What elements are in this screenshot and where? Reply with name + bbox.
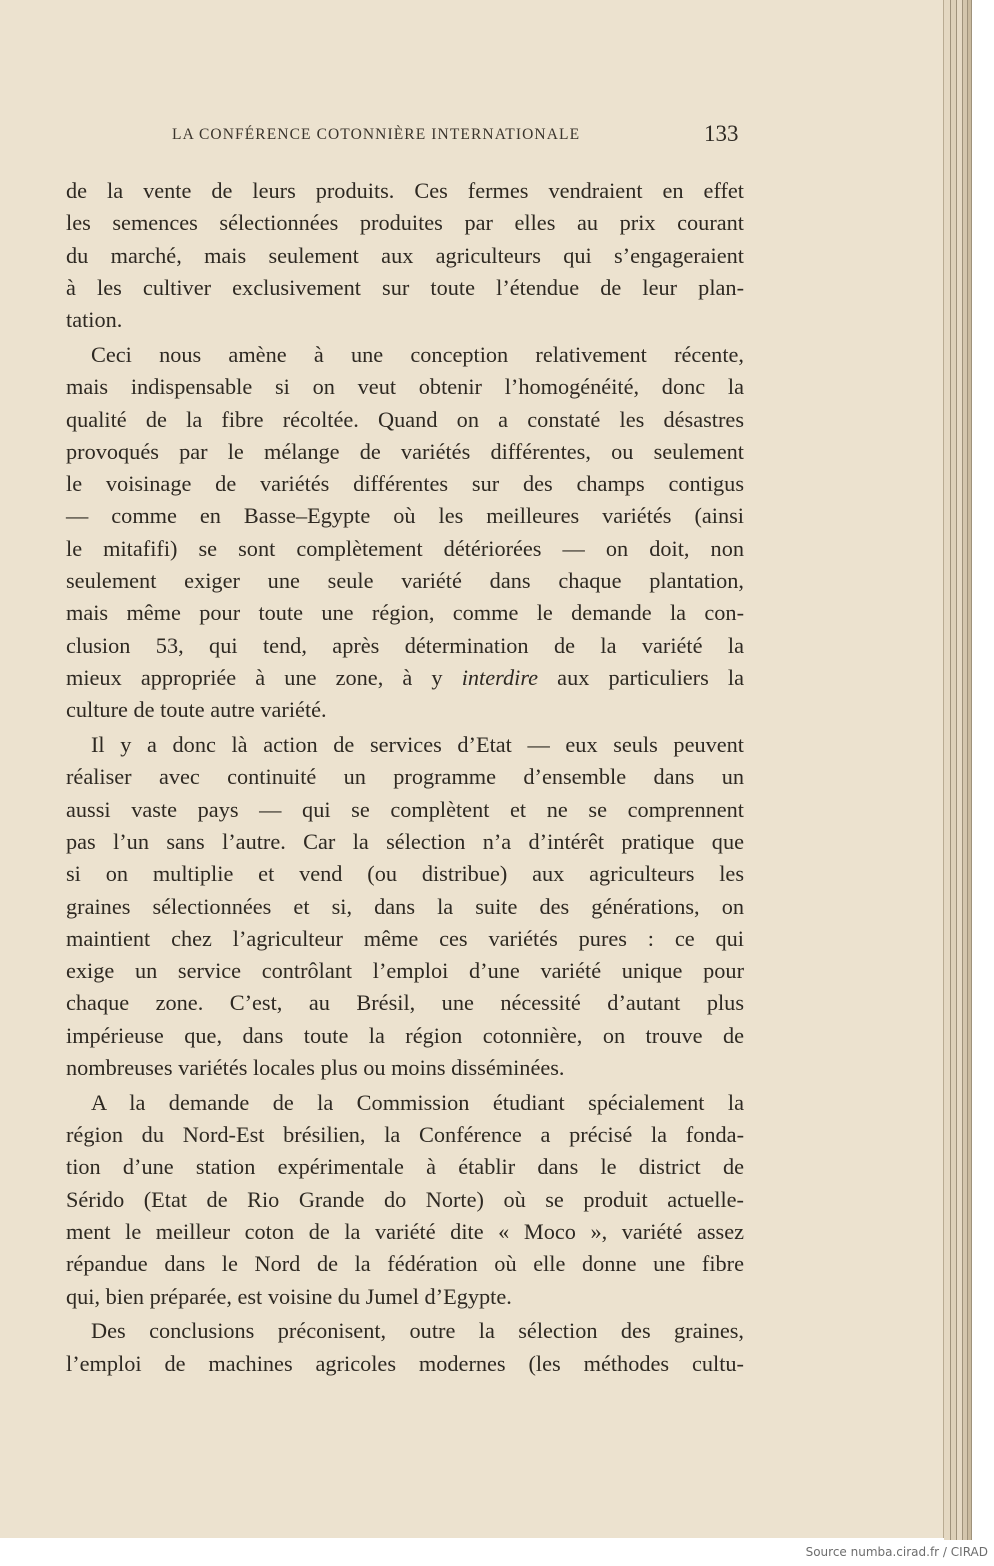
body-text [66,175,744,1380]
paragraph-5 [66,1315,744,1380]
text-line: tation. [66,307,123,333]
text-line: répandue dans le Nord de la fédération où elle donne une fibre [66,1251,744,1277]
text-line: seulement exiger une seule variété dans chaque plantation, [66,568,744,594]
text-line: Des conclusions préconisent, outre la sélection des graines, [91,1318,744,1344]
text-run: aux particuliers la [538,664,744,690]
text-line: tion d’une station expérimentale à établir dans le district de [66,1154,744,1180]
text-line: nombreuses variétés locales plus ou moins disséminées. [66,1055,565,1081]
text-line: culture de toute autre variété. [66,697,327,723]
text-line: qualité de la fibre récoltée. Quand on a constaté les désastres [66,406,744,432]
text-run: mieux appropriée à une zone, à y [66,664,462,690]
text-line: impérieuse que, dans toute la région cotonnière, on trouve de [66,1022,744,1048]
text-line: de la vente de leurs produits. Ces fermes vendraient en effet [66,178,744,203]
text-line: le voisinage de variétés différentes sur des champs contigus [66,471,744,497]
paragraph-1 [66,175,744,336]
text-line: clusion 53, qui tend, après détermination de la variété la [66,632,744,658]
text-line: mais indispensable si on veut obtenir l’homogénéité, donc la [66,374,744,400]
paragraph-4 [66,1087,744,1313]
text-line: les semences sélectionnées produites par elles au prix courant [66,210,744,236]
page-number: 133 [704,121,739,146]
text-line: réaliser avec continuité un programme d’ensemble dans un [66,764,744,790]
text-line: — comme en Basse–Egypte où les meilleures variétés (ainsi [66,503,744,529]
text-line: aussi vaste pays — qui se complètent et ne se comprennent [66,796,744,822]
text-line: chaque zone. C’est, au Brésil, une nécessité d’autant plus [66,990,744,1016]
text-line: région du Nord-Est brésilien, la Conférence a précisé la fonda- [66,1122,744,1148]
text-line: à les cultiver exclusivement sur toute l’étendue de leur plan- [66,274,744,300]
text-line: l’emploi de machines agricoles modernes (les méthodes cultu- [66,1350,744,1376]
text-line: pas l’un sans l’autre. Car la sélection n’a d’intérêt pratique que [66,828,744,854]
text-line: A la demande de la Commission étudiant spécialement la [91,1089,744,1115]
text-line: qui, bien préparée, est voisine du Jumel d’Egypte. [66,1283,512,1309]
running-header: LA CONFÉRENCE COTONNIÈRE INTERNATIONALE [172,126,581,143]
paragraph-3 [66,729,744,1084]
italic-word: interdire [461,664,539,690]
text-line: Sérido (Etat de Rio Grande do Norte) où se produit actuelle- [66,1186,744,1212]
text-line: exige un service contrôlant l’emploi d’une variété unique pour [66,958,744,984]
text-line: Ceci nous amène à une conception relativement récente, [91,341,744,367]
text-line: le mitafifi) se sont complètement détériorées — on doit, non [66,535,744,561]
text-line: ment le meilleur coton de la variété dite « Moco », variété assez [66,1219,744,1244]
text-line: maintient chez l’agriculteur même ces variétés pures : ce qui [66,925,744,951]
paragraph-2 [66,339,744,727]
page-edge [944,0,951,1540]
text-line: graines sélectionnées et si, dans la suite des générations, on [66,893,744,919]
text-line: provoqués par le mélange de variétés différentes, ou seulement [66,438,744,464]
text-line: si on multiplie et vend (ou distribue) aux agriculteurs les [66,861,744,887]
source-credit: Source numba.cirad.fr / CIRAD [805,1545,988,1559]
text-line: mais même pour toute une région, comme le demande la con- [66,600,744,626]
text-line: du marché, mais seulement aux agriculteurs qui s’engageraient [66,242,744,268]
text-line-italic [66,662,744,694]
text-line: Il y a donc là action de services d’Etat — eux seuls peuvent [91,732,744,758]
page-edge [968,0,972,1540]
